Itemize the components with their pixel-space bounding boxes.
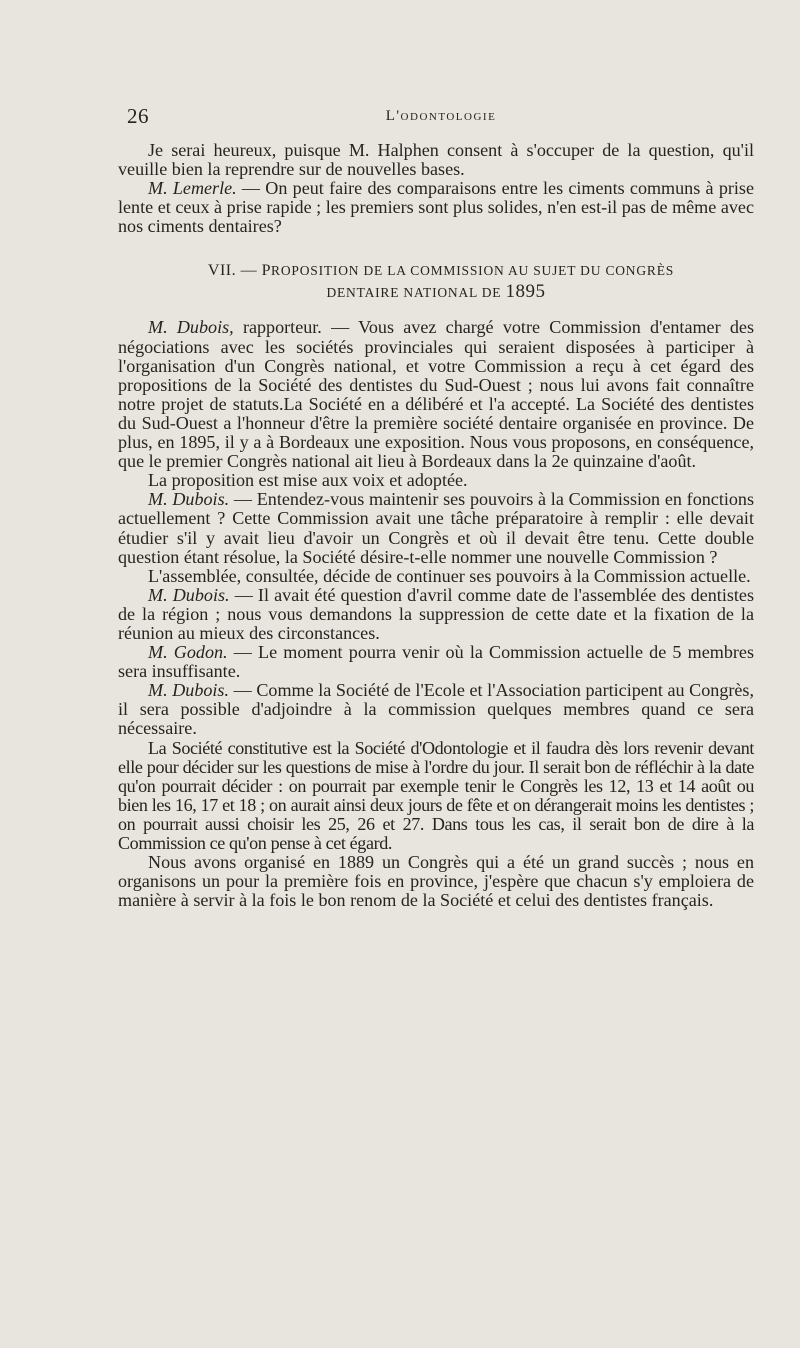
- paragraph-text: — Il avait été question d'avril comme date de l'assemblée des dentistes de la région ; nous vous demandons la suppression de cette date et la fixation de la réunion au mieux des circonstances.: [118, 584, 754, 643]
- spacer: [118, 236, 754, 260]
- page-header: [127, 104, 755, 130]
- speaker-name: M. Dubois.: [148, 680, 230, 701]
- paragraph: [118, 318, 754, 471]
- speaker-name: M. Godon.: [148, 642, 228, 663]
- paragraph: [118, 586, 754, 643]
- speaker-name: M. Lemerle.: [148, 178, 237, 199]
- running-title: L'odontologie: [385, 108, 497, 124]
- paragraph: La proposition est mise aux voix et adoptée.: [148, 470, 468, 491]
- paragraph-text: — Le moment pourra venir où la Commission actuelle de 5 membres sera insuffisante.: [118, 642, 754, 682]
- section-heading: [118, 260, 754, 303]
- paragraph: [118, 179, 754, 236]
- body-text: [118, 141, 754, 910]
- section-title-line1: ROPOSITION DE LA COMMISSION AU SUJET DU CONGRÈS: [271, 263, 675, 279]
- page-number: 26: [127, 104, 149, 128]
- speaker-name: M. Dubois.: [148, 584, 230, 605]
- paragraph: [118, 681, 754, 738]
- paragraph-text: — On peut faire des comparaisons entre les ciments communs à prise lente et ceux à prise rapide ; les premiers sont plus solides, n'en est-il pas de même avec nos ciments dentaires?: [118, 178, 754, 237]
- speaker-name: M. Dubois.: [148, 489, 230, 510]
- section-title-line2: DENTAIRE NATIONAL DE: [326, 285, 502, 301]
- section-title-prefix: — P: [236, 262, 272, 280]
- paragraph: [118, 490, 754, 566]
- paragraph: L'assemblée, consultée, décide de continuer ses pouvoirs à la Commission actuelle.: [148, 565, 751, 586]
- paragraph-text: — Entendez-vous maintenir ses pouvoirs à la Commission en fonctions actuellement ? Cette Commission avait une tâche préparatoire à remplir : elle devait étudier s'il y avait lieu d'avoir un Congrès et où il devait être tenu. Cette double question étant résolue, la Société désire-t-elle nommer une nouvelle Commission ?: [118, 489, 755, 567]
- section-title-year: 1895: [505, 281, 546, 303]
- paragraph: [118, 643, 754, 681]
- section-number: VII.: [207, 262, 237, 280]
- paragraph: La Société constitutive est la Société d'Odontologie et il faudra dès lors revenir devant elle pour décider sur les questions de mise à l'ordre du jour. Il serait bon de réfléchir à la date qu'on pourrait décider : on pourrait par exemple tenir le Congrès les 12, 13 et 14 août ou bien les 16, 17 et 18 ; on aurait ainsi deux jours de fête et on dérangerait moins les dentistes ; on pourrait aussi choisir les 25, 26 et 27. Dans tous les cas, il serait bon de dire à la Commission ce qu'on pense à cet égard.: [118, 737, 754, 853]
- speaker-name: M. Dubois,: [148, 317, 234, 338]
- spacer: [118, 303, 754, 318]
- paragraph-text: — Comme la Société de l'Ecole et l'Association participent au Congrès, il sera possible d'adjoindre à la commission quelques membres quand ce sera nécessaire.: [118, 680, 754, 739]
- paragraph: Je serai heureux, puisque M. Halphen consent à s'occuper de la question, qu'il veuille bien la reprendre sur de nouvelles bases.: [118, 140, 754, 180]
- paragraph: Nous avons organisé en 1889 un Congrès qui a été un grand succès ; nous en organisons un pour la première fois en province, j'espère que chacun s'y emploiera de manière à servir à la fois le bon renom de la Société et celui des dentistes français.: [118, 852, 754, 911]
- paragraph-text: rapporteur. — Vous avez chargé votre Commission d'entamer des négociations avec les sociétés provinciales qui seraient disposées à participer à l'organisation d'un Congrès national, et votre Commission a reçu à cet égard des propositions de la Société des dentistes du Sud-Ouest ; nous lui avons fait connaître notre projet de statuts.La Société en a délibéré et l'a accepté. La Société des dentistes du Sud-Ouest a l'honneur d'être la première société dentaire organisée en province. De plus, en 1895, il y a à Bordeaux une exposition. Nous vous proposons, en conséquence, que le premier Congrès national ait lieu à Bordeaux dans la 2e quinzaine d'août.: [118, 317, 754, 472]
